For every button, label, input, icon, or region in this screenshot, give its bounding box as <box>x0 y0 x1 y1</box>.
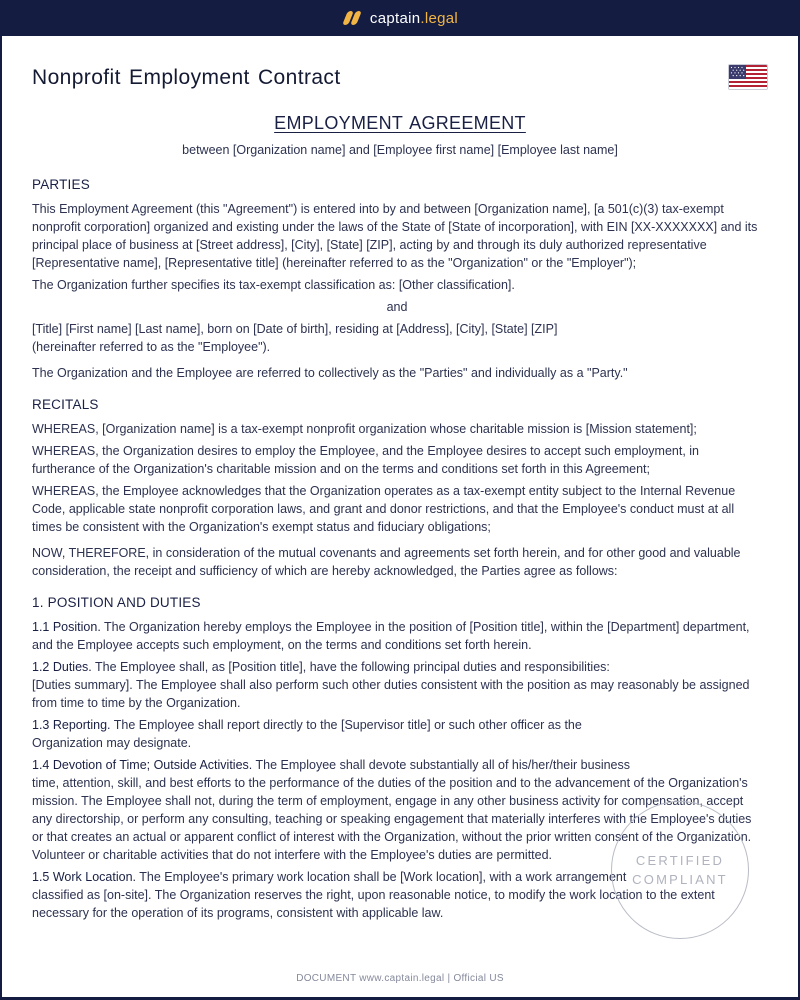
clause-1-4-lead: 1.4 Devotion of Time; Outside Activities. <box>32 758 253 772</box>
clause-1-1-lead: 1.1 Position. <box>32 620 101 634</box>
clause-1-4-text1: The Employee shall devote substantially all of his/her/their business <box>255 758 631 772</box>
top-brand-bar <box>0 0 800 36</box>
clause-1-1 <box>32 618 762 654</box>
clause-1-4 <box>32 756 762 864</box>
parties-paragraph-classification: The Organization further specifies its tax-exempt classification as: [Other classification]. <box>32 278 515 292</box>
us-flag-icon <box>728 64 768 90</box>
stamp-line-1: CERTIFIED <box>635 853 725 868</box>
document-body <box>32 176 762 926</box>
clause-1-5-text1: The Employee's primary work location shall be [Work location], with a work arrangement <box>139 870 627 884</box>
parties-and: and <box>386 300 408 314</box>
parties-paragraph-organization: This Employment Agreement (this "Agreement") is entered into by and between [Organization name], [a 501(c)(3) tax-exempt nonprofit corporation] organized and existing under the laws of the State of [State of incorporation], with EIN [XX-XXXXXXX] and its principal place of business at [Street address], [City], [State] [ZIP], acting by and through its duly authorized representative [Representative name], [Representative title] (hereinafter referred to as the "Organization" or the "Employer"); <box>32 202 758 270</box>
clause-1-1-text: The Organization hereby employs the Employee in the position of [Position title], within the [Department] department, and the Employee accepts such employment, on the terms and conditions set forth herein. <box>32 620 750 652</box>
clause-1-3-text2: Organization may designate. <box>32 736 192 750</box>
clause-1-2-text1: The Employee shall, as [Position title], have the following principal duties and responsibilities: <box>95 660 610 674</box>
parties-employee-line1: [Title] [First name] [Last name], born on [Date of birth], residing at [Address], [City], [State] [ZIP] <box>32 322 558 336</box>
between-line: between [Organization name] and [Employee first name] [Employee last name] <box>182 143 618 157</box>
clause-1-3-lead: 1.3 Reporting. <box>32 718 111 732</box>
clause-1-5-text2: classified as [on-site]. The Organization reserves the right, upon reasonable notice, to modify the work location to the extent necessary for the operation of its programs, consistent with applicable law. <box>32 888 715 920</box>
clause-1-4-text2: time, attention, skill, and best efforts to the performance of the duties of the position and to the advancement of the Organization's mission. The Employee shall not, during the term of employment, engage in any other business activity for compensation, accept any directorship, or perform any consulting, teaching or speaking engagement that materially interferes with the Employee's duties or that creates an actual or apparent conflict of interest with the Organization, without the prior written consent of the Organization. Volunteer or charitable activities that do not interfere with the Employee's duties are permitted. <box>32 776 752 862</box>
clause-1-3 <box>32 716 762 752</box>
clause-1-3-text1: The Employee shall report directly to the [Supervisor title] or such other officer as the <box>113 718 582 732</box>
recitals-heading: RECITALS <box>32 397 99 412</box>
section-1-heading: 1. POSITION AND DUTIES <box>32 595 201 610</box>
recital-now-therefore: NOW, THEREFORE, in consideration of the mutual covenants and agreements set forth herein, and for other good and valuable consideration, the receipt and sufficiency of which are hereby acknowledged, the Parties agree as follows: <box>32 546 741 578</box>
clause-1-5 <box>32 868 762 922</box>
clause-1-2-lead: 1.2 Duties. <box>32 660 92 674</box>
brand-tld: .legal <box>420 9 459 27</box>
recital-2: WHEREAS, the Organization desires to employ the Employee, and the Employee desires to accept such employment, in furtherance of the Organization's charitable mission and on the terms and conditions set forth in this Agreement; <box>32 444 699 476</box>
parties-paragraph-collective: The Organization and the Employee are referred to collectively as the "Parties" and individually as a "Party." <box>32 366 628 380</box>
double-slash-logo-icon <box>342 10 361 26</box>
parties-heading: PARTIES <box>32 177 90 192</box>
document-title: Nonprofit Employment Contract <box>32 66 341 89</box>
parties-employee-line2: (hereinafter referred to as the "Employee"). <box>32 340 271 354</box>
clause-1-2-text2: [Duties summary]. The Employee shall also perform such other duties consistent with the position as may reasonably be assigned from time to time by the Organization. <box>32 678 750 710</box>
parties-paragraph-employee <box>32 320 762 356</box>
document-footer: DOCUMENT www.captain.legal | Official US <box>296 973 504 984</box>
recital-1: WHEREAS, [Organization name] is a tax-exempt nonprofit organization whose charitable mission is [Mission statement]; <box>32 422 697 436</box>
clause-1-2 <box>32 658 762 712</box>
agreement-heading-text: EMPLOYMENT AGREEMENT <box>274 113 526 133</box>
brand-wordmark[interactable] <box>370 10 458 27</box>
frame-left-border <box>0 36 2 1000</box>
clause-1-5-lead: 1.5 Work Location. <box>32 870 136 884</box>
agreement-heading <box>0 113 800 134</box>
stamp-line-2: COMPLIANT <box>632 872 728 887</box>
brand-name: captain <box>369 9 421 27</box>
recital-3: WHEREAS, the Employee acknowledges that the Organization operates as a tax-exempt entity subject to the Internal Revenue Code, applicable state nonprofit corporation laws, and grant and donor restrictions, and that the Employee's conduct must at all times be consistent with the Organization's exempt status and fiduciary obligations; <box>32 484 736 534</box>
